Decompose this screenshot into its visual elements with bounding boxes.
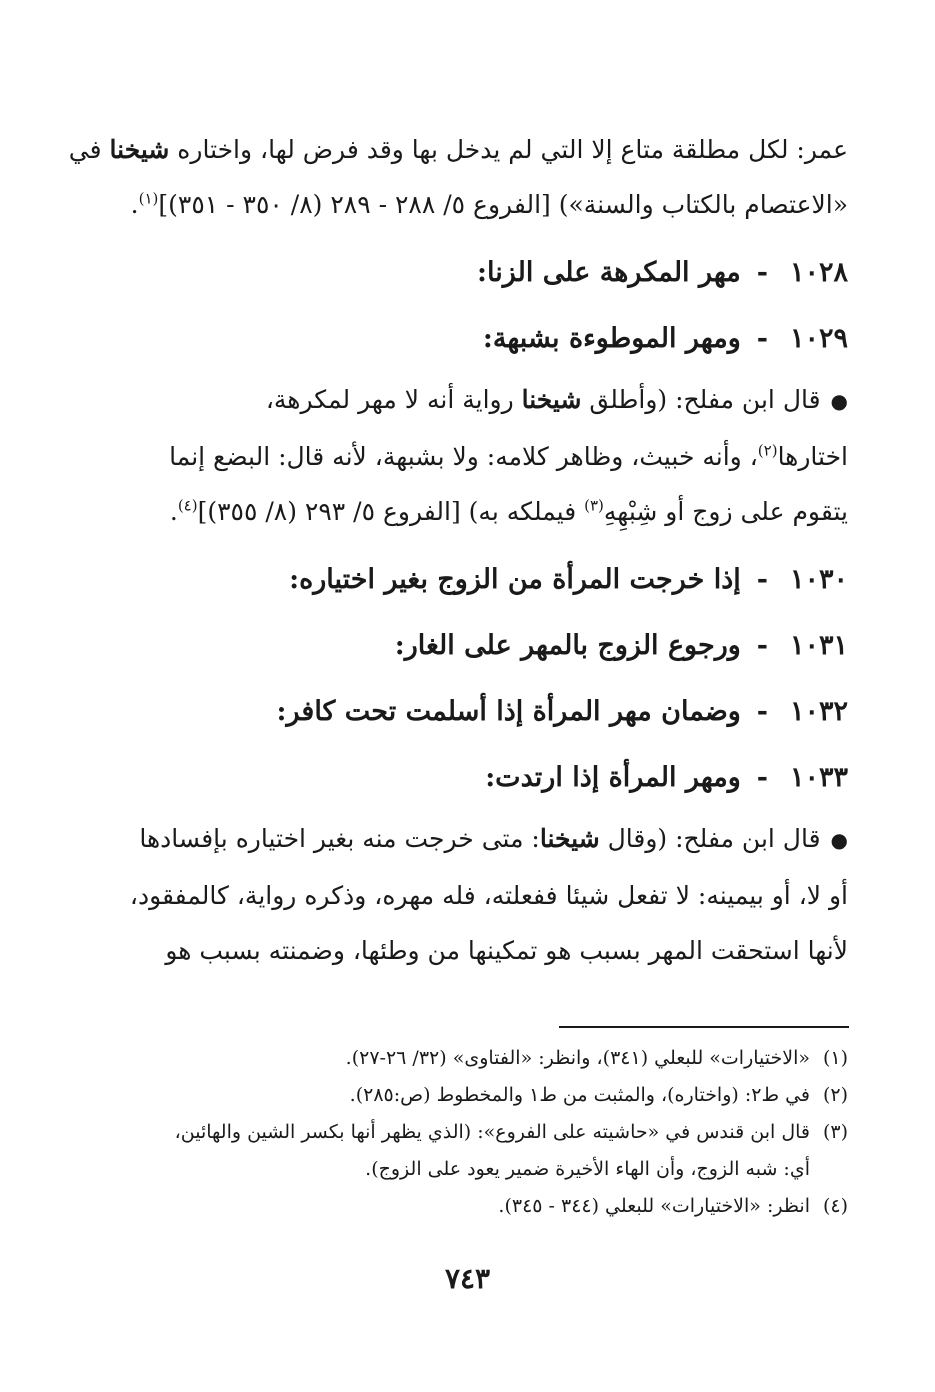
section-dash: - [756,762,768,793]
section-number: ١٠٣٣ [789,762,848,793]
emphasis-text: شيخنا [109,135,170,164]
section-number: ١٠٣١ [789,630,848,661]
section-title: مهر المكرهة على الزنا: [477,257,741,288]
text-run: فيملكه به) [الفروع ٥/ ٢٩٣ (٨/ ٣٥٥)] [197,497,585,526]
footnote-text [108,1188,810,1225]
section-number: ١٠٢٩ [789,323,848,354]
paragraph-line [108,811,848,868]
paragraph-line: أو لا، أو بيمينه: لا تفعل شيئا ففعلته، فله مهره، وذكره رواية، كالمفقود، [129,881,848,910]
section-title: وضمان مهر المرأة إذا أسلمت تحت كافر: [276,696,741,727]
section-dash: - [756,630,768,661]
footnotes [108,1040,848,1225]
footnote-number: (٣) [822,1121,848,1143]
footnote-line: انظر: «الاختيارات» للبعلي (٣٤٤ - ٣٤٥). [498,1195,810,1217]
footnote-ref[interactable]: (٢) [757,441,778,460]
footnote-text [108,1077,810,1114]
footnote-number: (٤) [822,1195,848,1217]
paragraph-1033 [108,811,848,978]
footnote-1 [108,1040,848,1077]
footnote-line: «الاختيارات» للبعلي (٣٤١)، وانظر: «الفتاوى» (٣٢/ ٢٦-٢٧). [345,1047,810,1069]
footnote-line: قال ابن قندس في «حاشيته على الفروع»: (الذي يظهر أنها بكسر الشين والهائين، [174,1121,810,1143]
footnote-text [108,1114,810,1188]
section-title: ومهر المرأة إذا ارتدت: [485,762,741,793]
paragraph-line [108,177,848,232]
section-dash: - [756,696,768,727]
text-run: قال ابن مفلح: (وقال [599,824,821,853]
section-title: ورجوع الزوج بالمهر على الغار: [394,630,741,661]
footnote-divider [559,1026,849,1028]
paragraph-line [108,484,848,539]
section-heading-1032 [108,679,848,745]
section-title: إذا خرجت المرأة من الزوج بغير اختياره: [289,564,741,595]
bullet-icon: ● [830,828,848,852]
footnote-3 [108,1114,848,1188]
footnote-ref[interactable]: (٣) [584,496,604,515]
section-title: ومهر الموطوءة بشبهة: [482,323,741,354]
paragraph-line: لأنها استحقت المهر بسبب هو تمكينها من وطئها، وضمنته بسبب هو [165,936,848,965]
section-number: ١٠٣٠ [789,564,848,595]
text-run: عمر: لكل مطلقة متاع إلا التي لم يدخل بها وقد فرض لها، واختاره [169,135,848,164]
emphasis-text: شيخنا [539,824,600,853]
paragraph-line [108,372,848,429]
footnote-line: أي: شبه الزوج، وأن الهاء الأخيرة ضمير يعود على الزوج). [365,1158,810,1180]
section-heading-1031 [108,613,848,679]
paragraph-line [68,122,848,177]
text-run: : متى خرجت منه بغير اختياره بإفسادها [139,824,540,853]
footnote-text [108,1040,810,1077]
text-run: . [169,497,178,526]
footnote-number: (٢) [822,1084,848,1106]
section-heading-1029 [108,306,848,372]
bullet-icon: ● [830,389,848,413]
section-dash: - [756,257,768,288]
text-run: يتقوم على زوج أو شِبْهِهِ [603,497,848,526]
intro-paragraph [68,122,848,232]
footnote-2 [108,1077,848,1114]
page-body [68,122,848,986]
footnote-ref[interactable]: (١) [138,189,159,208]
paragraph-line [108,429,848,484]
text-run: . [130,190,139,219]
text-run: في [68,135,110,164]
text-run: «الاعتصام بالكتاب والسنة») [الفروع ٥/ ٢٨٨ - ٢٨٩ (٨/ ٣٥٠ - ٣٥١)] [158,190,848,219]
footnote-ref[interactable]: (٤) [177,496,198,515]
emphasis-text: شيخنا [521,385,582,414]
section-dash: - [756,323,768,354]
section-dash: - [756,564,768,595]
text-run: قال ابن مفلح: (وأطلق [581,385,821,414]
footnote-4 [108,1188,848,1225]
paragraph-1029 [108,372,848,539]
section-heading-1030 [108,547,848,613]
text-run: ، وأنه خبيث، وظاهر كلامه: ولا بشبهة، لأنه قال: البضع إنما [169,442,758,471]
section-heading-1028 [108,240,848,306]
footnote-number: (١) [822,1047,848,1069]
footnote-line: في ط٢: (واختاره)، والمثبت من ط١ والمخطوط (ص:٢٨٥). [349,1084,810,1106]
page-number: ٧٤٣ [444,1262,491,1295]
section-number: ١٠٢٨ [789,257,848,288]
section-number: ١٠٣٢ [789,696,848,727]
text-run: اختارها [777,442,848,471]
text-run: رواية أنه لا مهر لمكرهة، [265,385,522,414]
section-heading-1033 [108,745,848,811]
